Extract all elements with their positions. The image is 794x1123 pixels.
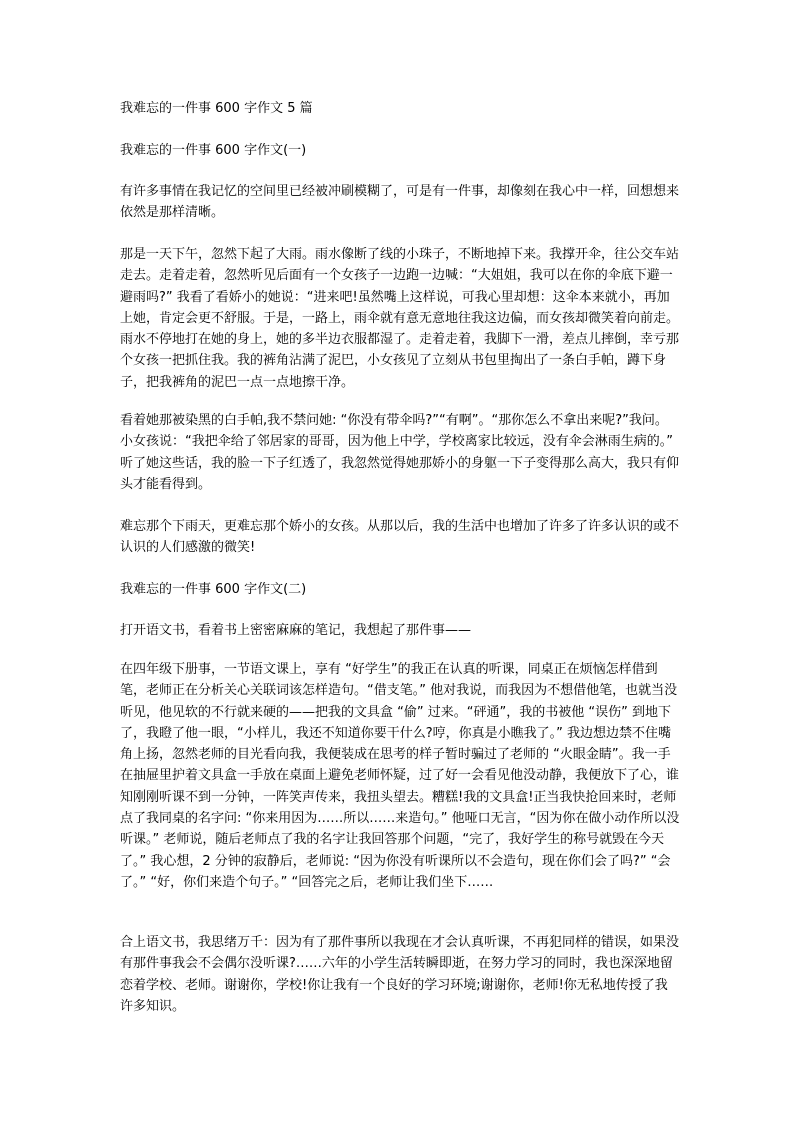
paragraph: 那是一天下午，忽然下起了大雨。雨水像断了线的小珠子，不断地掉下来。我撑开伞，往公交车站走去。走着走着，忽然听见后面有一个女孩子一边跑一边喊：“大姐姐，我可以在你的伞底下避一避雨吗?” 我看了看娇小的她说：“进来吧!虽然嘴上这样说，可我心里却想：这伞本来就小，再加上她，肯定会更不舒服。于是，一路上，雨伞就有意无意地往我这边偏，而女孩却微笑着向前走。雨水不停地打在她的身上，她的多半边衣服都湿了。走着走着，我脚下一滑，差点儿摔倒，幸亏那个女孩一把抓住我。我的裤角沾满了泥巴，小女孩见了立刻从书包里掏出了一条白手帕，蹲下身子，把我裤角的泥巴一点一点地擦干净。 xyxy=(120,247,680,390)
paragraph: 难忘那个下雨天，更难忘那个娇小的女孩。从那以后，我的生活中也增加了许多了许多认识的或不认识的人们感激的微笑! xyxy=(120,519,680,556)
section-heading-1: 我难忘的一件事 600 字作文(一) xyxy=(120,143,307,158)
paragraph: 看着她那被染黑的白手帕,我不禁问她: “你没有带伞吗?”“有啊”。“那你怎么不拿出来呢?”我问。小女孩说：“我把伞给了邻居家的哥哥，因为他上中学，学校离家比较远，没有伞会淋雨生病的。” 听了她这些话，我的脸一下子红透了，我忽然觉得她那娇小的身躯一下子变得那么高大，我只有仰头才能看得到。 xyxy=(120,413,680,492)
paragraph: 合上语文书，我思绪万千：因为有了那件事所以我现在才会认真听课，不再犯同样的错误，如果没有那件事我会不会偶尔没听课?……六年的小学生活转瞬即逝，在努力学习的同时，我也深深地留恋着学校、老师。谢谢你，学校!你让我有一个良好的学习环境;谢谢你，老师!你无私地传授了我许多知识。 xyxy=(120,935,680,1014)
paragraph: 打开语文书，看着书上密密麻麻的笔记，我想起了那件事—— xyxy=(120,623,472,638)
paragraph: 在四年级下册事，一节语文课上，享有 “好学生”的我正在认真的听课，同桌正在烦恼怎样借到笔，老师正在分析关心关联词该怎样造句。“借支笔。” 他对我说，而我因为不想借他笔，也就当没听见，他见软的不行就来硬的——把我的文具盒 “偷” 过来。“砰通”，我的书被他 “误伤” 到地下了，我瞪了他一眼，“小样儿，我还不知道你要干什么?哼，你真是小瞧我了。” 我边想边禁不住嘴角上扬，忽然老师的目光看向我，我便装成在思考的样子暂时骗过了老师的 “火眼金睛”。我一手在抽屉里护着文具盒一手放在桌面上避免老师怀疑，过了好一会看见他没动静，我便放下了心，谁知刚刚听课不到一分钟，一阵笑声传来，我扭头望去。糟糕!我的文具盒!正当我快抢回来时，老师点了我同桌的名字问: “你来用因为……所以……来造句。” 他哑口无言，“因为你在做小动作所以没听课。” 老师说，随后老师点了我的名字让我回答那个问题，“完了，我好学生的称号就毁在今天了。” 我心想，2 分钟的寂静后，老师说: “因为你没有听课所以不会造句，现在你们会了吗?” “会了。” “好，你们来造个句子。” “回答完之后，老师让我们坐下…… xyxy=(120,662,680,890)
section-heading-2: 我难忘的一件事 600 字作文(二) xyxy=(120,582,307,597)
paragraph: 有许多事情在我记忆的空间里已经被冲刷模糊了，可是有一件事，却像刻在我心中一样，回想想来依然是那样清晰。 xyxy=(120,184,680,221)
document-title: 我难忘的一件事 600 字作文 5 篇 xyxy=(120,101,313,116)
